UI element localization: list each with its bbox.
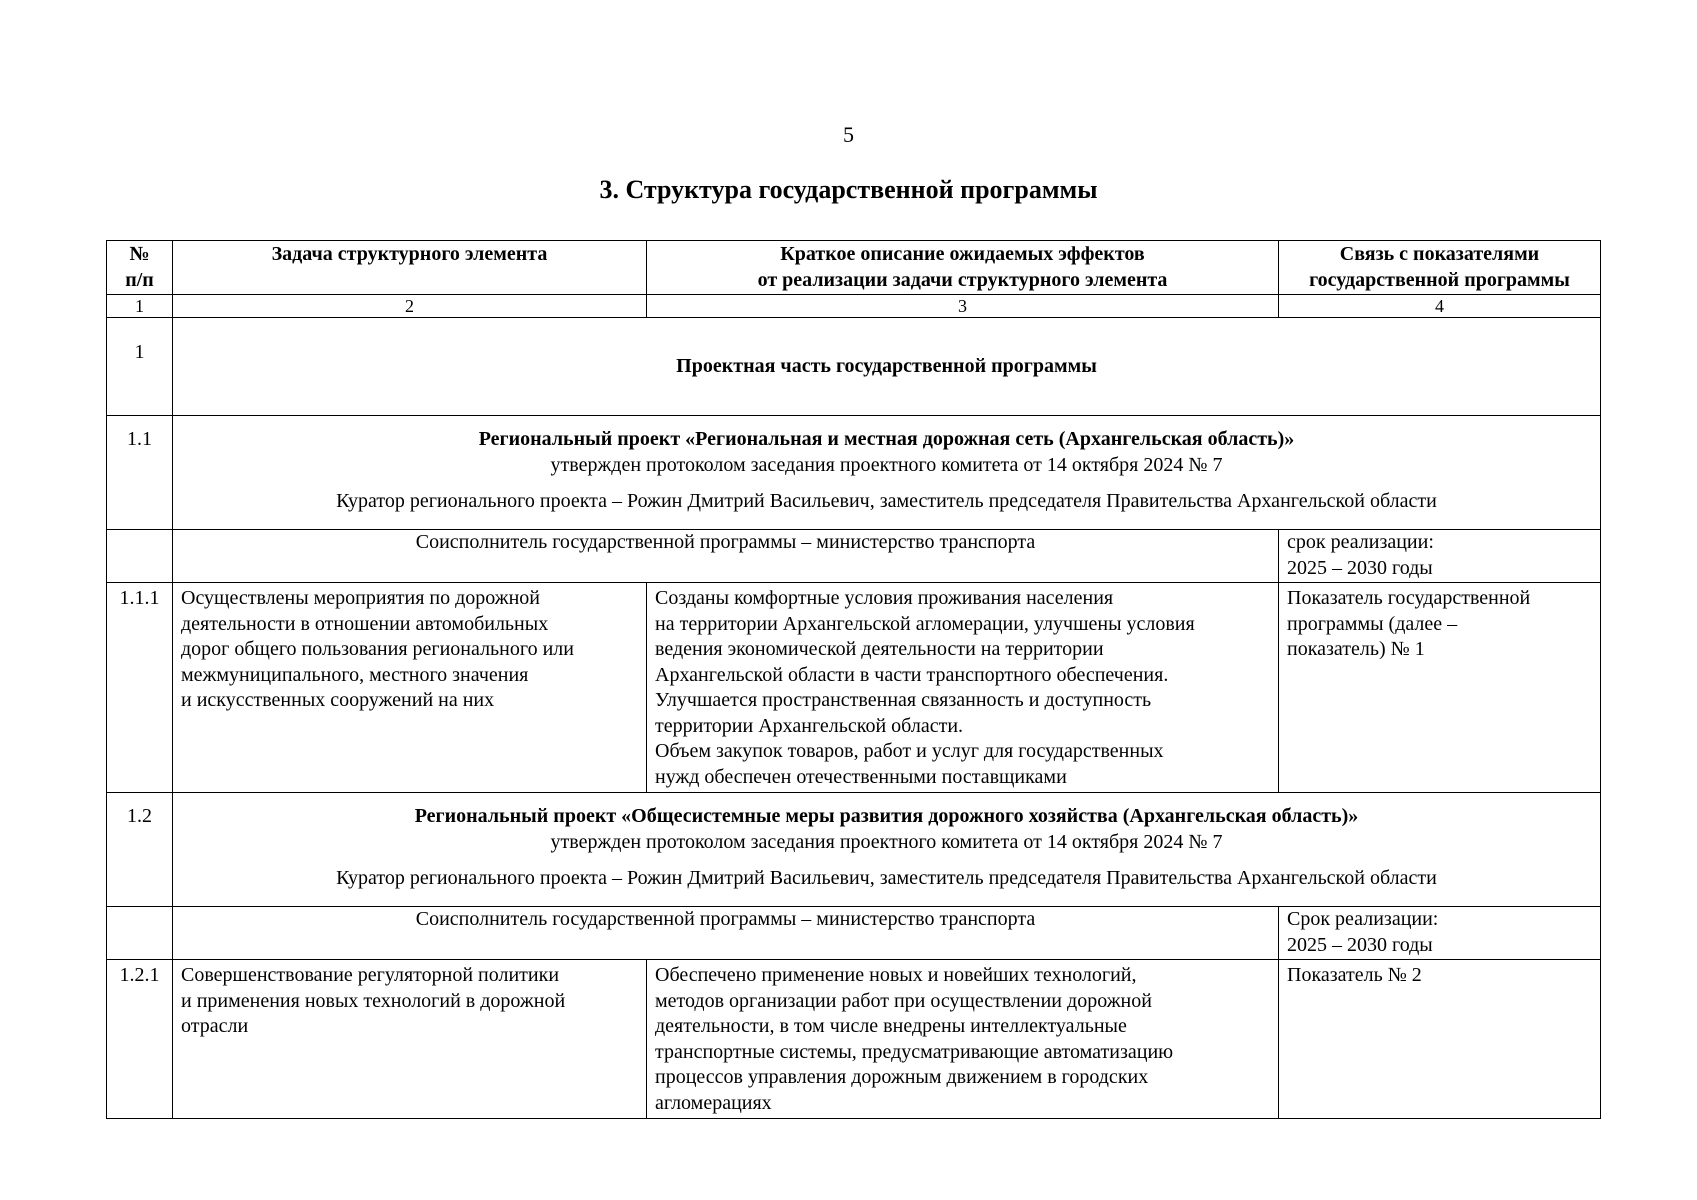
task-line: Совершенствование регуляторной политики bbox=[181, 964, 560, 986]
term-value: 2025 – 2030 годы bbox=[1287, 933, 1433, 956]
project-curator: Куратор регионального проекта – Рожин Дмитрий Васильевич, заместитель председателя Правительства Архангельской области bbox=[336, 867, 1437, 889]
task-row bbox=[107, 960, 1601, 1119]
task-number: 1.2.1 bbox=[107, 960, 173, 1119]
coexecutor-text: Соисполнитель государственной программы – министерство транспорта bbox=[173, 907, 1279, 960]
project-description bbox=[173, 416, 1601, 530]
indicator-line: Показатель № 2 bbox=[1287, 964, 1422, 986]
effect-line: нужд обеспечен отечественными поставщиками bbox=[655, 765, 1067, 788]
task-line: межмуниципального, местного значения bbox=[181, 663, 529, 686]
task-row bbox=[107, 583, 1601, 793]
effect-line: Обеспечено применение новых и новейших технологий, bbox=[655, 964, 1137, 986]
project-row bbox=[107, 416, 1601, 530]
effects-text bbox=[647, 583, 1279, 793]
column-number: 3 bbox=[647, 295, 1279, 318]
task-text bbox=[173, 960, 647, 1119]
effect-line: Объем закупок товаров, работ и услуг для государственных bbox=[655, 740, 1164, 762]
task-line: отрасли bbox=[181, 1015, 249, 1037]
task-text bbox=[173, 583, 647, 793]
coexecutor-row bbox=[107, 907, 1601, 960]
project-approval: утвержден протоколом заседания проектного комитета от 14 октября 2024 № 7 bbox=[550, 453, 1223, 476]
task-line: деятельности в отношении автомобильных bbox=[181, 612, 549, 635]
effect-line: Архангельской области в части транспортного обеспечения. bbox=[655, 663, 1169, 686]
project-name: Региональный проект «Общесистемные меры развития дорожного хозяйства (Архангельская область)» bbox=[414, 805, 1359, 827]
program-structure-table bbox=[106, 240, 1601, 1119]
indicator-line: показатель) № 1 bbox=[1287, 638, 1425, 660]
task-line: и искусственных сооружений на них bbox=[181, 689, 495, 711]
effect-line: методов организации работ при осуществлении дорожной bbox=[655, 989, 1152, 1012]
effect-line: Созданы комфортные условия проживания населения bbox=[655, 587, 1114, 609]
empty-cell bbox=[107, 530, 173, 583]
indicator-text bbox=[1279, 960, 1601, 1119]
term-cell bbox=[1279, 907, 1601, 960]
section-number: 1 bbox=[107, 318, 173, 416]
effect-line: процессов управления дорожным движением в городских bbox=[655, 1066, 1149, 1088]
header-line: Задача структурного элемента bbox=[271, 243, 548, 265]
term-cell bbox=[1279, 530, 1601, 583]
indicator-text bbox=[1279, 583, 1601, 793]
effect-line: на территории Архангельской агломерации, улучшены условия bbox=[655, 612, 1195, 635]
task-line: и применения новых технологий в дорожной bbox=[181, 989, 566, 1012]
coexecutor-row bbox=[107, 530, 1601, 583]
project-row bbox=[107, 793, 1601, 907]
indicator-line: программы (далее – bbox=[1287, 612, 1458, 635]
header-line: № bbox=[129, 243, 150, 265]
term-label: Срок реализации: bbox=[1287, 908, 1439, 930]
header-line: государственной программы bbox=[1309, 268, 1570, 291]
section-row bbox=[107, 318, 1601, 416]
project-curator: Куратор регионального проекта – Рожин Дмитрий Васильевич, заместитель председателя Правительства Архангельской области bbox=[336, 490, 1437, 512]
header-cell-indicators bbox=[1279, 241, 1601, 295]
effect-line: территории Архангельской области. bbox=[655, 714, 964, 737]
header-cell-number bbox=[107, 241, 173, 295]
column-number: 4 bbox=[1279, 295, 1601, 318]
term-label: срок реализации: bbox=[1287, 531, 1434, 553]
section-title: Проектная часть государственной программы bbox=[173, 318, 1601, 416]
project-name: Региональный проект «Региональная и местная дорожная сеть (Архангельская область)» bbox=[478, 428, 1295, 450]
header-cell-effects bbox=[647, 241, 1279, 295]
header-cell-task bbox=[173, 241, 647, 295]
effects-text bbox=[647, 960, 1279, 1119]
task-line: Осуществлены мероприятия по дорожной bbox=[181, 587, 541, 609]
effect-line: Улучшается пространственная связанность и доступность bbox=[655, 689, 1152, 711]
coexecutor-text: Соисполнитель государственной программы – министерство транспорта bbox=[173, 530, 1279, 583]
header-line: Краткое описание ожидаемых эффектов bbox=[780, 243, 1145, 265]
effect-line: транспортные системы, предусматривающие автоматизацию bbox=[655, 1040, 1174, 1063]
page-title: 3. Структура государственной программы bbox=[599, 175, 1098, 204]
term-value: 2025 – 2030 годы bbox=[1287, 556, 1433, 579]
header-line: Связь с показателями bbox=[1339, 243, 1540, 265]
project-number: 1.1 bbox=[107, 416, 173, 530]
project-approval: утвержден протоколом заседания проектного комитета от 14 октября 2024 № 7 bbox=[550, 830, 1223, 853]
table-header-row bbox=[107, 241, 1601, 295]
effect-line: деятельности, в том числе внедрены интеллектуальные bbox=[655, 1015, 1127, 1037]
project-number: 1.2 bbox=[107, 793, 173, 907]
column-number: 1 bbox=[107, 295, 173, 318]
empty-cell bbox=[107, 907, 173, 960]
effect-line: ведения экономической деятельности на территории bbox=[655, 638, 1104, 660]
column-number: 2 bbox=[173, 295, 647, 318]
project-description bbox=[173, 793, 1601, 907]
page-number: 5 bbox=[843, 122, 854, 147]
task-number: 1.1.1 bbox=[107, 583, 173, 793]
column-numbers-row bbox=[107, 295, 1601, 318]
header-line: от реализации задачи структурного элемента bbox=[757, 268, 1168, 291]
indicator-line: Показатель государственной bbox=[1287, 587, 1531, 609]
task-line: дорог общего пользования регионального или bbox=[181, 638, 574, 660]
effect-line: агломерациях bbox=[655, 1091, 772, 1114]
header-line: п/п bbox=[125, 268, 154, 291]
